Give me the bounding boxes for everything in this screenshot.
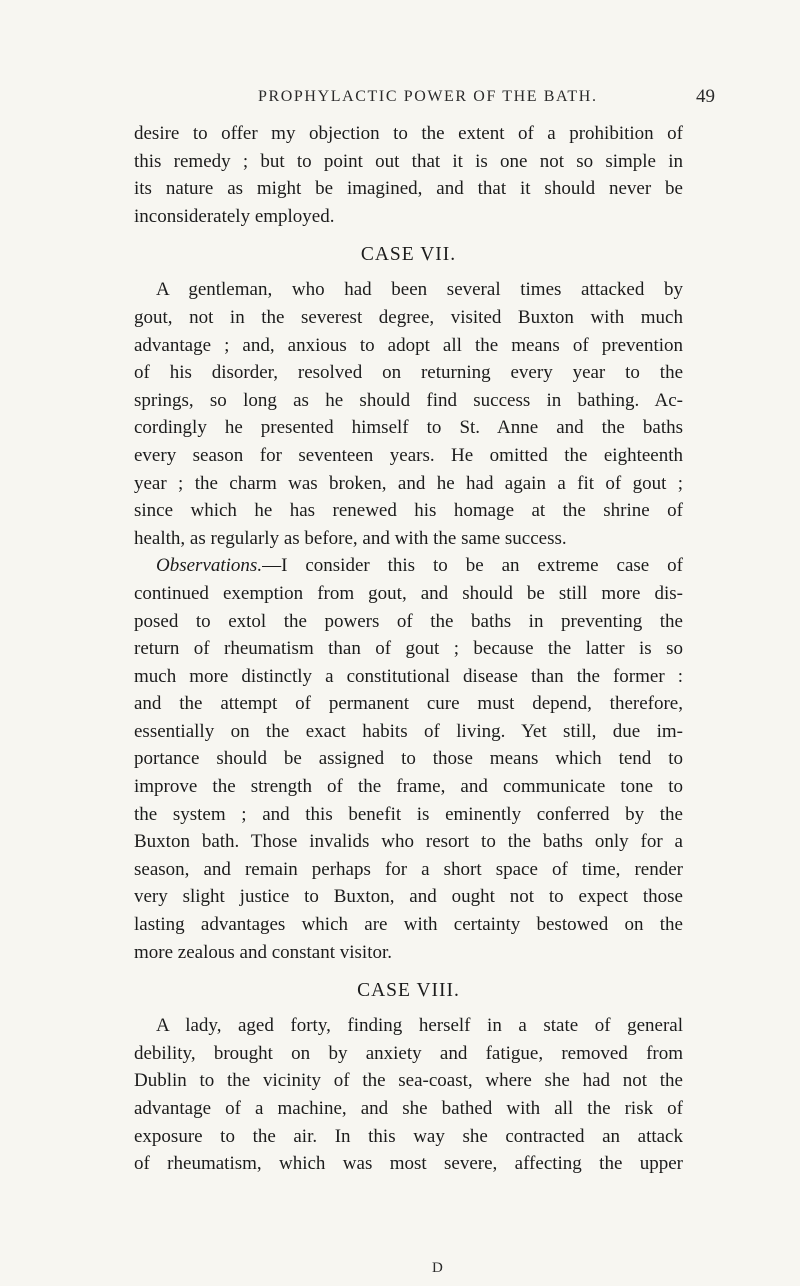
signature-mark: D <box>432 1260 443 1276</box>
text-line: since which he has renewed his homage at the shrine of <box>134 500 683 522</box>
text-line: more zealous and constant visitor. <box>134 941 393 963</box>
text-line: health, as regularly as before, and with the same success. <box>134 527 567 549</box>
text-line: very slight justice to Buxton, and ought not to expect those <box>134 886 683 908</box>
text-line: cordingly he presented himself to St. Anne and the baths <box>134 417 683 439</box>
text-line: the system ; and this benefit is eminently conferred by the <box>134 803 683 825</box>
text-line: A gentleman, who had been several times attacked by <box>156 279 683 301</box>
text-line: portance should be assigned to those means which tend to <box>134 748 683 770</box>
text-line: lasting advantages which are with certainty bestowed on the <box>134 914 683 936</box>
text-line: of his disorder, resolved on returning every year to the <box>134 362 683 384</box>
text-line: essentially on the exact habits of living. Yet still, due im- <box>134 720 683 742</box>
text-line: Buxton bath. Those invalids who resort to the baths only for a <box>134 831 683 853</box>
body-text <box>134 120 683 1178</box>
text-line: exposure to the air. In this way she contracted an attack <box>134 1125 683 1147</box>
observations-label: Observations. <box>156 555 263 577</box>
section-heading-case-vii: CASE VII. <box>360 244 457 266</box>
text-line: year ; the charm was broken, and he had again a fit of gout ; <box>134 472 683 494</box>
text-line: improve the strength of the frame, and communicate tone to <box>134 776 683 798</box>
text-line: posed to extol the powers of the baths in preventing the <box>134 610 683 632</box>
observations-line <box>134 552 683 580</box>
text-line: desire to offer my objection to the extent of a prohibition of <box>134 123 683 144</box>
text-line: continued exemption from gout, and should be still more dis- <box>134 582 683 604</box>
page-number: 49 <box>696 86 715 107</box>
text-line: inconsiderately employed. <box>134 205 335 227</box>
text-line: A lady, aged forty, finding herself in a state of general <box>156 1015 683 1037</box>
text-line: every season for seventeen years. He omitted the eighteenth <box>134 444 683 466</box>
text-line: Dublin to the vicinity of the sea-coast, where she had not the <box>134 1070 683 1092</box>
text-line: debility, brought on by anxiety and fatigue, removed from <box>134 1042 683 1064</box>
text-line: its nature as might be imagined, and that it should never be <box>134 178 683 200</box>
text-line: and the attempt of permanent cure must depend, therefore, <box>134 693 683 715</box>
text-line: season, and remain perhaps for a short space of time, render <box>134 858 683 880</box>
text-line: advantage of a machine, and she bathed with all the risk of <box>134 1098 683 1119</box>
text-line: of rheumatism, which was most severe, affecting the upper <box>134 1153 683 1175</box>
section-heading-case-viii: CASE VIII. <box>357 980 460 1002</box>
running-head <box>0 88 800 112</box>
text-line: much more distinctly a constitutional disease than the former : <box>134 665 683 687</box>
running-title: PROPHYLACTIC POWER OF THE BATH. <box>258 88 598 105</box>
text-line: advantage ; and, anxious to adopt all the means of prevention <box>134 334 683 356</box>
text-line: gout, not in the severest degree, visited Buxton with much <box>134 306 683 328</box>
text-line: springs, so long as he should find success in bathing. Ac- <box>134 389 683 411</box>
observations-text: —I consider this to be an extreme case of <box>262 555 683 577</box>
text-line: this remedy ; but to point out that it is one not so simple in <box>134 150 683 172</box>
text-line: return of rheumatism than of gout ; because the latter is so <box>134 638 683 660</box>
